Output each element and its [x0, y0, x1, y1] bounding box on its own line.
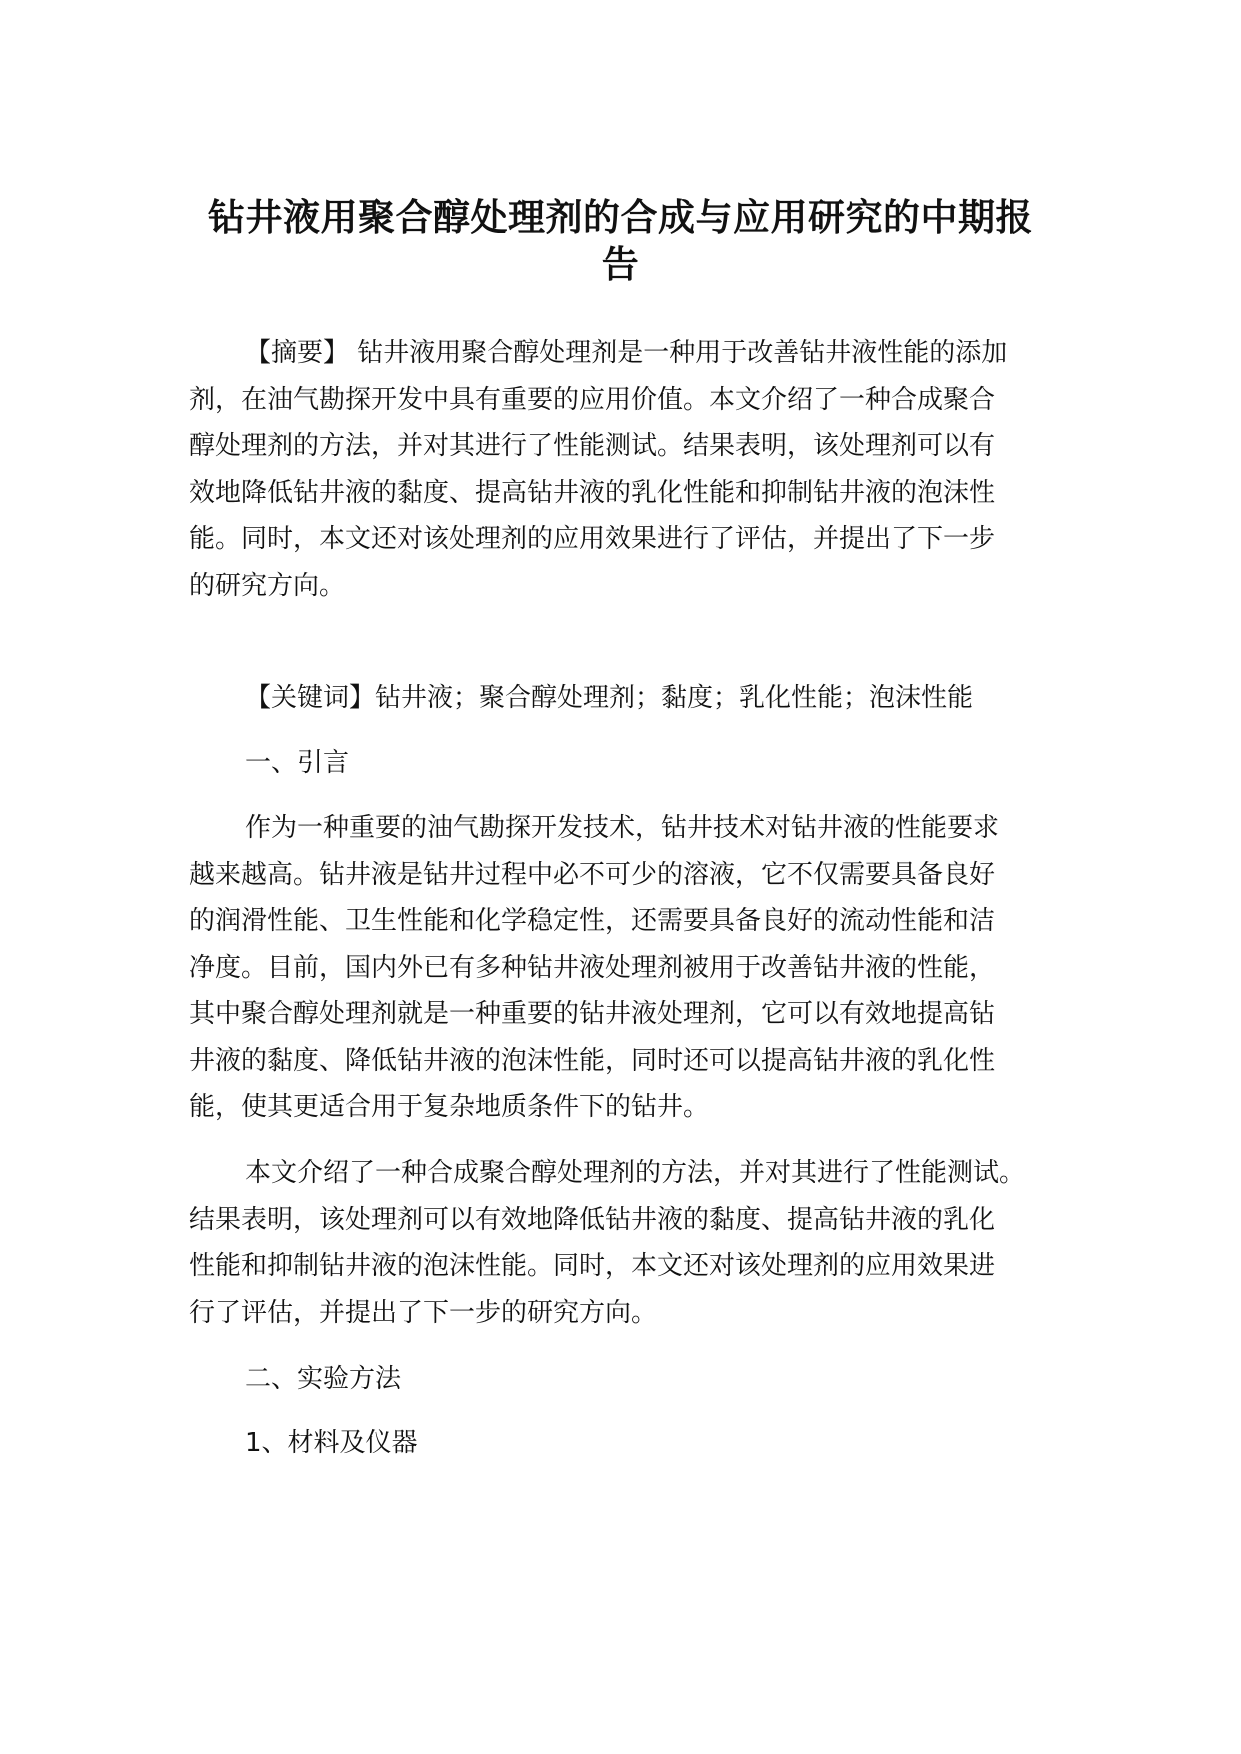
paragraph-line: 井液的黏度、降低钻井液的泡沫性能，同时还可以提高钻井液的乳化性	[189, 1045, 996, 1076]
title-line-2: 告	[601, 242, 640, 286]
intro-paragraph-1	[189, 805, 1059, 1131]
abstract-line: 剂，在油气勘探开发中具有重要的应用价值。本文介绍了一种合成聚合	[189, 384, 996, 415]
paragraph-line: 其中聚合醇处理剂就是一种重要的钻井液处理剂，它可以有效地提高钻	[189, 999, 996, 1029]
abstract-line: 效地降低钻井液的黏度、提高钻井液的乳化性能和抑制钻井液的泡沫性	[189, 477, 996, 508]
title-line-1: 钻井液用聚合醇处理剂的合成与应用研究的中期报	[208, 196, 1033, 239]
paragraph-line: 行了评估，并提出了下一步的研究方向。	[189, 1297, 658, 1328]
abstract-line: 【摘要】 钻井液用聚合醇处理剂是一种用于改善钻井液性能的添加	[245, 338, 1008, 368]
paragraph-line: 作为一种重要的油气勘探开发技术，钻井技术对钻井液的性能要求	[245, 813, 1000, 843]
abstract-line: 的研究方向。	[189, 570, 346, 601]
paragraph-line: 净度。目前，国内外已有多种钻井液处理剂被用于改善钻井液的性能，	[189, 952, 996, 983]
paragraph-line: 越来越高。钻井液是钻井过程中必不可少的溶液，它不仅需要具备良好	[189, 859, 996, 890]
section-heading-methods: 二、实验方法	[245, 1364, 402, 1394]
paragraph-line: 能，使其更适合用于复杂地质条件下的钻井。	[189, 1092, 710, 1122]
paragraph-line: 结果表明，该处理剂可以有效地降低钻井液的黏度、提高钻井液的乳化	[189, 1204, 996, 1235]
section-heading-introduction: 一、引言	[245, 748, 350, 778]
paragraph-line: 本文介绍了一种合成聚合醇处理剂的方法，并对其进行了性能测试。	[245, 1158, 1026, 1188]
abstract-paragraph	[189, 330, 1059, 609]
document-title	[180, 172, 1061, 311]
intro-paragraph-2	[189, 1150, 1059, 1336]
subsection-heading-materials: 1、材料及仪器	[245, 1428, 418, 1458]
paragraph-line: 性能和抑制钻井液的泡沫性能。同时，本文还对该处理剂的应用效果进	[189, 1251, 996, 1281]
abstract-line: 醇处理剂的方法，并对其进行了性能测试。结果表明，该处理剂可以有	[189, 431, 996, 461]
keywords-line: 【关键词】钻井液；聚合醇处理剂；黏度；乳化性能；泡沫性能	[245, 683, 974, 713]
abstract-line: 能。同时，本文还对该处理剂的应用效果进行了评估，并提出了下一步	[189, 524, 996, 554]
paragraph-line: 的润滑性能、卫生性能和化学稳定性，还需要具备良好的流动性能和洁	[189, 906, 996, 936]
